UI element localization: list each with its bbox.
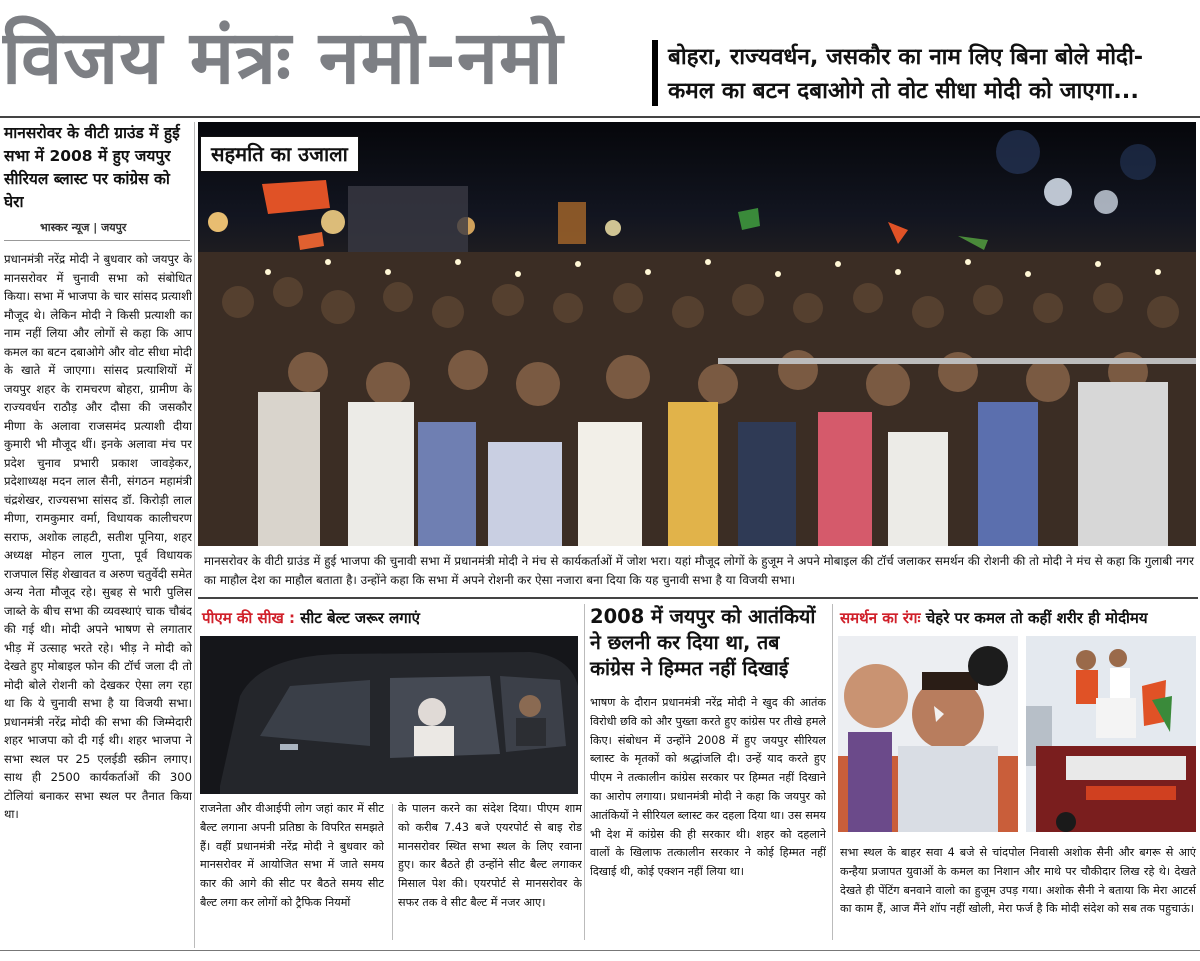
support-article-body: सभा स्थल के बाहर सवा 4 बजे से चांदपोल निवासी अशोक सैनी और बगरू से आएं कन्हैया प्रजापत युवाओं के कमल का निशान और माथे पर चौकीदार लिख रहे थे। देखते देखते ही पेंटिंग बनवाने वालो का हुजूम उपड़ गया। अशोक सैनी ने बताया कि मेरा आटर्स का काम हैं, आज मैंने शॉप नहीं खोली, मेरा फर्ज है कि मोदी संदेश को सब तक पहुचाऊं। bbox=[840, 846, 1196, 916]
terror-article-body: भाषण के दौरान प्रधानमंत्री नरेंद्र मोदी ने खुद की आतंक विरोधी छवि को और पुख्ता करते हुए कांग्रेस पर तीखे हमले किए। संबोधन में उन्होंने 2008 में हुए जयपुर सीरियल ब्लास्ट के मृतकों को श्रद्धांजलि दी। उन्हें याद करते हुए पीएम ने तत्कालीन कांग्रेस सरकार पर हिम्मत नहीं दिखाने का आरोप लगाया। प्रधानमंत्री मोदी ने कहा कि जयपुर को आतंकियों ने सीरियल ब्लास्ट कर दहला दिया था। उस समय भी देश में कांग्रेस की ही सरकार थी। शहर को दहलाने वालों के खिलाफ तत्कालीन सरकार ने कोई हिम्मत नहीं दिखाई थी, कोई एक्शन नहीं लिया था। bbox=[590, 696, 826, 879]
lead-headline: मानसरोवर के वीटी ग्राउंड में हुई सभा में 2008 में हुए जयपुर सीरियल ब्लास्ट पर कांग्रेस को घेरा bbox=[4, 124, 180, 211]
support-title-text: चेहरे पर कमल तो कहीं शरीर ही मोदीमय bbox=[920, 609, 1148, 627]
face-painting-illustration bbox=[838, 636, 1018, 832]
rally-crowd-photo bbox=[198, 122, 1196, 546]
byline-rule bbox=[4, 240, 190, 241]
rally-crowd-illustration bbox=[198, 122, 1196, 546]
car-illustration bbox=[200, 636, 578, 794]
pm-car-photo bbox=[200, 636, 578, 794]
column-divider bbox=[194, 122, 195, 948]
support-title-highlight: समर्थन का रंगः bbox=[840, 609, 921, 627]
headline-divider bbox=[652, 40, 658, 106]
lead-article-body: प्रधानमंत्री नरेंद्र मोदी ने बुधवार को जयपुर के मानसरोवर में चुनावी सभा को संबोधित किया। सभा में भाजपा के चार सांसद प्रत्याशी मौजूद थे। लेकिन मोदी ने किसी प्रत्याशी का नाम नहीं लिया और लोगों से कहा कि आप कमल का बटन दबाओगे और वोट सीधा मोदी के खाते में जाएगा। सांसद प्रत्याशियों में जयपुर शहर के रामचरण बोहरा, ग्रामीण के राज्यवर्धन राठौड़ और दौसा की जसकौर मीणा के अलावा राजसमंद प्रत्याशी दीया कुमारी भी मौजूद थीं। इनके अलावा मंच पर प्रदेश चुनाव प्रभारी प्रकाश जावड़ेकर, प्रदेशाध्यक्ष मदन लाल सैनी, संगठन महामंत्री चंद्रशेखर, राज्यसभा सांसद डॉ. किरोड़ी लाल मीणा, रामकुमार वर्मा, विधायक कालीचरण सराफ, अशोक लाहटी, सतीश पूनिया, शहर अध्यक्ष मोहन लाल गुप्ता, पूर्व विधायक राजपाल सिंह शेखावत व अरुण चतुर्वेदी समेत अन्य नेता मौजूद रहे। सुबह से भारी पुलिस जाब्ते के बीच सभा की व्यवस्थाएं चाक चौबंद की गई थी। मोदी अपने भाषण से लगातार भीड़ में उत्साह भरते रहे। भीड़ ने मोदी को देखते हुए मोबाइल फोन की टॉर्च जला दी तो मोदी बोले रोशनी को देखकर ऐसा लग रहा था कि ये चुनावी सभा है या विजयी सभा। प्रधानमंत्री नरेंद्र मोदी की सभा की जिम्मेदारी शहर भाजपा को दी गई थी। शहर भाजपा ने सभा स्थल पर 25 एलईडी स्क्रीन लगाए। साथ ही 2500 कार्यकर्ताओं की 300 टोलियां बनाकर सभा स्थल पर तैनात किया था। bbox=[4, 252, 192, 821]
pm-title-text: सीट बेल्ट जरूर लगाएं bbox=[295, 609, 420, 627]
column-divider bbox=[584, 604, 585, 940]
face-painting-photo bbox=[838, 636, 1018, 832]
column-divider bbox=[392, 804, 393, 940]
terror-headline: 2008 में जयपुर को आतंकियों ने छलनी कर दिया था, तब कांग्रेस ने हिम्मत नहीं दिखाई bbox=[590, 605, 816, 680]
byline: भास्कर न्यूज | जयपुर bbox=[40, 221, 127, 234]
pm-section-body-col1: राजनेता और वीआईपी लोग जहां कार में सीट बैल्ट लगाना अपनी प्रतिष्ठा के विपरित समझते हैं। वहीं प्रधानमंत्री नरेंद्र मोदी ने बुधवार को मानसरोवर में आयोजित सभा में जाते समय कार की आगे की सीट पर बैठते समय सीट बैल्ट लगा कर लोगों को ट्रैफिक नियमों bbox=[200, 802, 384, 909]
section-rule bbox=[198, 597, 1198, 599]
page-bottom-rule bbox=[0, 950, 1200, 951]
photo-caption: मानसरोवर के वीटी ग्राउंड में हुई भाजपा की चुनावी सभा में प्रधानमंत्री मोदी ने मंच से कार्यकर्ताओं में जोश भरा। यहां मौजूद लोगों के हुजूम ने अपने मोबाइल की टॉर्च जलाकर समर्थन की रोशनी की तो मोदी ने मंच से कहा कि गुलाबी नगर का माहौल देश का माहौल बताता है। उन्होंने कहा कि सभा में अपने रोशनी कर ऐसा नजारा बना दिया कि यह चुनावी सभा है या विजयी सभा। bbox=[204, 554, 1194, 587]
decorated-jeep-photo bbox=[1026, 636, 1196, 832]
pm-title-highlight: पीएम की सीख : bbox=[202, 609, 296, 627]
photo-label: सहमति का उजाला bbox=[200, 136, 359, 172]
support-section-title bbox=[840, 606, 1196, 630]
pm-section-body-col2: के पालन करने का संदेश दिया। पीएम शाम को करीब 7.43 बजे एयरपोर्ट से बाइ रोड मानसरोवर स्थित सभा स्थल के लिए रवाना हुए। कार बैठते ही उन्होंने सीट बैल्ट लगाकर मिसाल पेश की। एयरपोर्ट से मानसरोवर के सफर तक वे सीट बैल्ट में नजर आए। bbox=[398, 802, 582, 909]
pm-section-title bbox=[202, 606, 582, 630]
jeep-illustration bbox=[1026, 636, 1196, 832]
header-rule bbox=[0, 116, 1200, 118]
subheadline: बोहरा, राज्यवर्धन, जसकौर का नाम लिए बिना बोले मोदी- कमल का बटन दबाओगे तो वोट सीधा मोदी को जाएगा... bbox=[668, 44, 1144, 104]
main-headline: विजय मंत्रः नमो-नमो bbox=[2, 15, 564, 101]
column-divider bbox=[832, 604, 833, 940]
